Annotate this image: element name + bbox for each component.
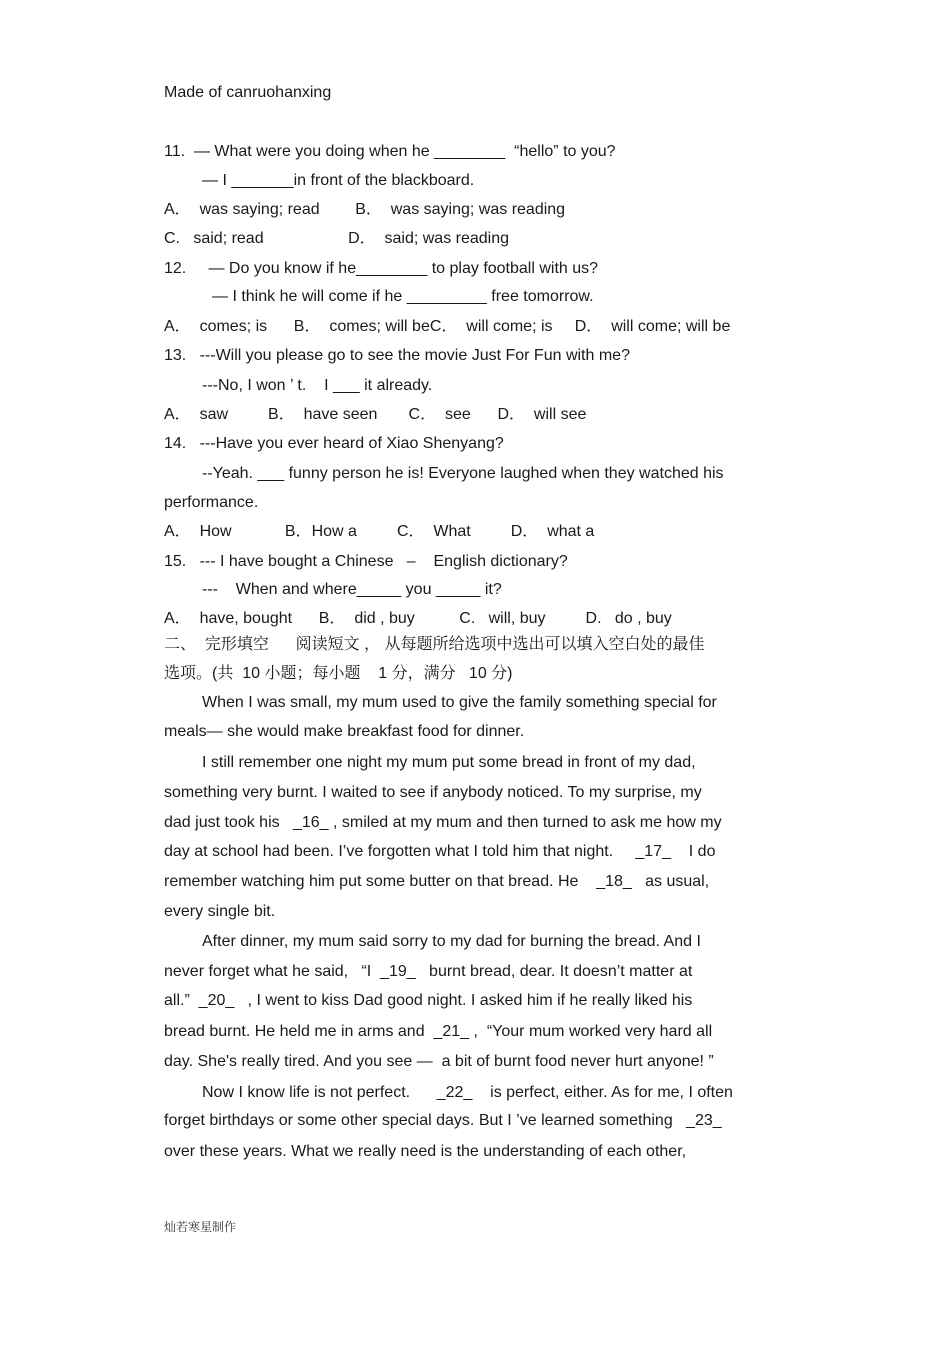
text-line: C. said; read D． said; was reading	[164, 230, 510, 247]
text-line: 15. --- I have bought a Chinese – English dictionary?	[164, 553, 568, 570]
text-line: something very burnt. I waited to see if anybody noticed. To my surprise, my	[164, 784, 702, 801]
text-line: day. She's really tired. And you see — a bit of burnt food never hurt anyone! ”	[164, 1053, 714, 1070]
text-line: When I was small, my mum used to give the family something special for	[202, 694, 717, 711]
text-line: remember watching him put some butter on that bread. He _18_ as usual,	[164, 873, 710, 890]
text-line: 12. — Do you know if he________ to play football with us?	[164, 260, 599, 277]
page-header: Made of canruohanxing	[164, 84, 332, 101]
text-line: performance.	[164, 494, 259, 511]
text-line: After dinner, my mum said sorry to my dad for burning the bread. And I	[202, 933, 701, 950]
text-line: --Yeah. ___ funny person he is! Everyone laughed when they watched his	[202, 465, 724, 482]
page-footer: 灿若寒星制作	[164, 1220, 237, 1234]
text-line: A． How B．How a C． What D． what a	[164, 523, 595, 540]
text-line: I still remember one night my mum put some bread in front of my dad,	[202, 754, 696, 771]
text-line: A． was saying; read B． was saying; was reading	[164, 201, 566, 218]
text-line: dad just took his _16_ , smiled at my mum and then turned to ask me how my	[164, 814, 722, 831]
text-line: 13. ---Will you please go to see the movie Just For Fun with me?	[164, 347, 630, 364]
text-line: all.” _20_ , I went to kiss Dad good night. I asked him if he really liked his	[164, 992, 693, 1009]
text-line: A． have, bought B． did , buy C. will, buy D. do , buy	[164, 610, 672, 627]
text-line: 二、 完形填空 阅读短文 ， 从每题所给选项中选出可以填入空白处的最佳	[164, 636, 705, 653]
text-line: bread burnt. He held me in arms and _21_ , “Your mum worked very hard all	[164, 1023, 713, 1040]
text-line: over these years. What we really need is the understanding of each other,	[164, 1143, 687, 1160]
text-line: A． saw B． have seen C． see D． will see	[164, 406, 587, 423]
text-line: every single bit.	[164, 903, 276, 920]
text-line: 选项。(共 10 小题；每小题 1 分，满分 10 分)	[164, 665, 513, 682]
text-line: — I think he will come if he _________ free tomorrow.	[212, 288, 594, 305]
text-line: ---No, I won ’ t. I ___ it already.	[202, 377, 433, 394]
text-line: forget birthdays or some other special days. But I ’ve learned something _23_	[164, 1112, 722, 1129]
text-line: 14. ---Have you ever heard of Xiao Shenyang?	[164, 435, 504, 452]
text-line: 11. — What were you doing when he ________ “hello” to you?	[164, 143, 616, 160]
text-line: --- When and where_____ you _____ it?	[202, 581, 502, 598]
text-line: Now I know life is not perfect. _22_ is perfect, either. As for me, I often	[202, 1084, 733, 1101]
text-line: day at school had been. I’ve forgotten what I told him that night. _17_ I do	[164, 843, 716, 860]
text-line: — I _______in front of the blackboard.	[202, 172, 475, 189]
text-line: meals— she would make breakfast food for dinner.	[164, 723, 525, 740]
text-line: never forget what he said, “I _19_ burnt bread, dear. It doesn’t matter at	[164, 963, 693, 980]
text-line: A． comes; is B． comes; will beC． will come; is D． will come; will be	[164, 318, 731, 335]
